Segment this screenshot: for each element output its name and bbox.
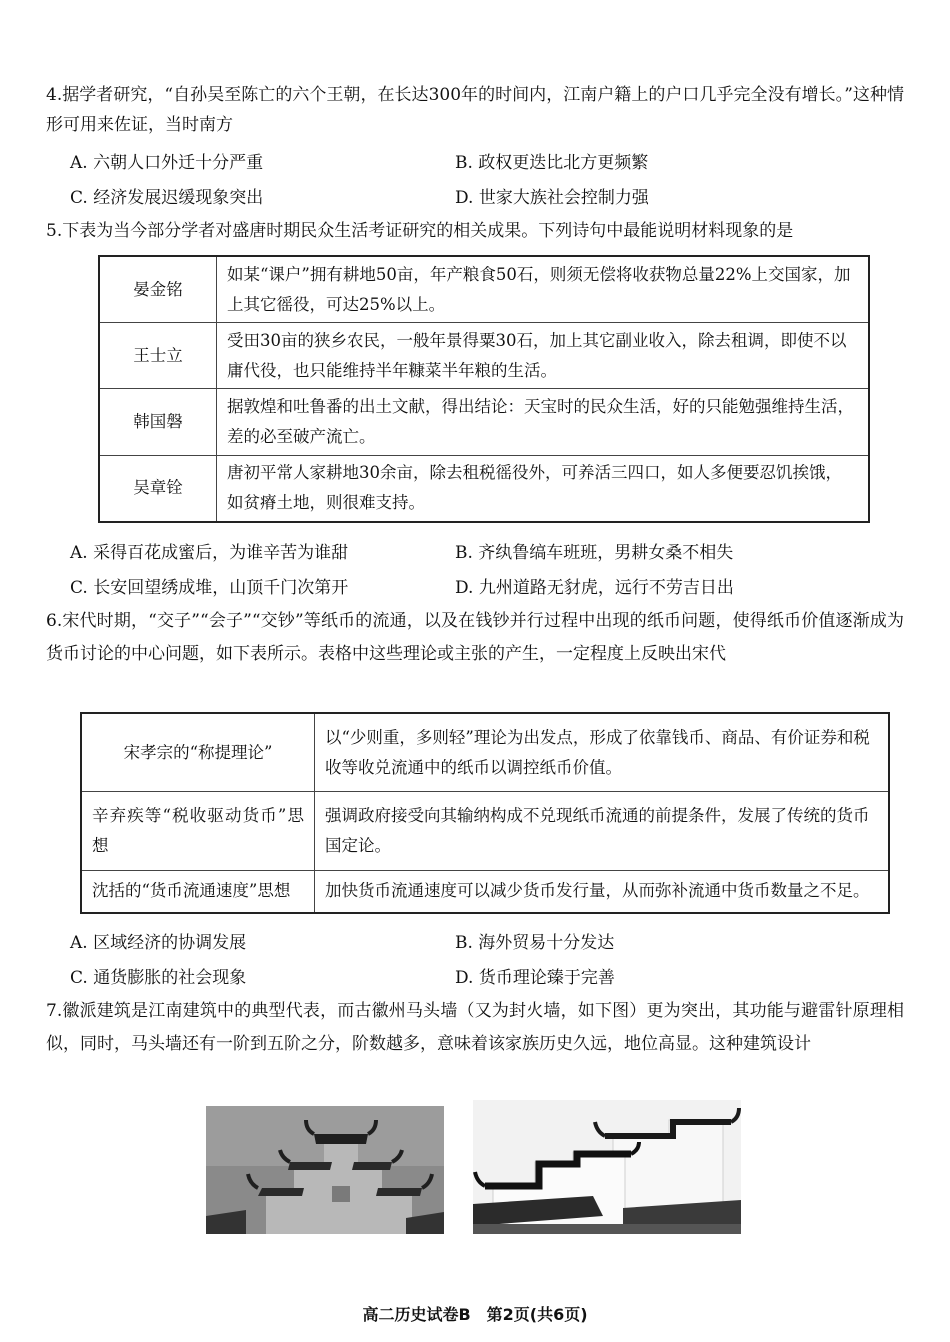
horse-head-wall-photo-1	[206, 1106, 444, 1234]
q5-option-c: C. 长安回望绣成堆，山顶千门次第开	[70, 578, 349, 598]
page-footer: 高二历史试卷B 第2页(共6页)	[362, 1305, 588, 1324]
q5-stem: 5.下表为当今部分学者对盛唐时期民众生活考证研究的相关成果。下列诗句中最能说明材料现象的是	[46, 221, 794, 241]
table-row	[99, 323, 869, 389]
q6-option-d: D. 货币理论臻于完善	[455, 968, 615, 988]
q5-scholar-finding: 据敦煌和吐鲁番的出土文献，得出结论：天宝时的民众生活，好的只能勉强维持生活，差的必至破产流亡。	[217, 389, 870, 455]
q7-stem: 7.徽派建筑是江南建筑中的典型代表，而古徽州马头墙（又为封火墙，如下图）更为突出，其功能与避雷针原理相似，同时，马头墙还有一阶到五阶之分，阶数越多，意味着该家族历史久远，地位高显。这种建筑设计	[46, 1001, 904, 1054]
q4-option-c: C. 经济发展迟缓现象突出	[70, 188, 264, 208]
horse-head-wall-illustration-2	[473, 1100, 741, 1234]
table-row	[99, 455, 869, 522]
table-row	[99, 389, 869, 455]
horse-head-wall-photo-2	[473, 1100, 741, 1234]
q6-theory-content: 强调政府接受向其输纳构成不兑现纸币流通的前提条件，发展了传统的货币国定论。	[315, 792, 890, 870]
q6-theory-content: 加快货币流通速度可以减少货币发行量，从而弥补流通中货币数量之不足。	[315, 870, 890, 913]
q5-scholar-name: 王士立	[99, 323, 217, 389]
q6-theory-name: 宋孝宗的“称提理论”	[81, 713, 315, 792]
q5-scholar-name: 吴章铨	[99, 455, 217, 522]
q6-option-c: C. 通货膨胀的社会现象	[70, 968, 247, 988]
q6-option-b: B. 海外贸易十分发达	[455, 933, 615, 953]
q5-option-b: B. 齐纨鲁缟车班班，男耕女桑不相失	[455, 543, 734, 563]
table-row	[81, 792, 889, 870]
q5-scholar-finding: 受田30亩的狭乡农民，一般年景得粟30石，加上其它副业收入，除去租调，即使不以庸代役，也只能维持半年糠菜半年粮的生活。	[217, 323, 870, 389]
q5-scholar-name: 晏金铭	[99, 256, 217, 323]
q6-theory-content: 以“少则重，多则轻”理论为出发点，形成了依靠钱币、商品、有价证券和税收等收兑流通中的纸币以调控纸币价值。	[315, 713, 890, 792]
q6-stem: 6.宋代时期，“交子”“会子”“交钞”等纸币的流通，以及在钱钞并行过程中出现的纸币问题，使得纸币价值逐渐成为货币讨论的中心问题，如下表所示。表格中这些理论或主张的产生，一定程度上反映出宋代	[46, 611, 904, 664]
q6-theory-name: 辛弃疾等“税收驱动货币”思想	[81, 792, 315, 870]
table-row	[99, 256, 869, 323]
q6-table	[80, 712, 890, 914]
horse-head-wall-illustration-1	[206, 1106, 444, 1234]
q4-option-b: B. 政权更迭比北方更频繁	[455, 153, 649, 173]
q5-scholar-name: 韩国磐	[99, 389, 217, 455]
q4-stem: 4.据学者研究，“自孙吴至陈亡的六个王朝，在长达300年的时间内，江南户籍上的户口几乎完全没有增长。”这种情形可用来佐证，当时南方	[46, 85, 904, 135]
q5-scholar-finding: 唐初平常人家耕地30余亩，除去租税徭役外，可养活三四口，如人多便要忍饥挨饿，如贫瘠土地，则很难支持。	[217, 455, 870, 522]
q4-option-d: D. 世家大族社会控制力强	[455, 188, 649, 208]
q4-option-a: A. 六朝人口外迁十分严重	[70, 153, 264, 173]
q5-option-a: A. 采得百花成蜜后，为谁辛苦为谁甜	[70, 543, 349, 563]
q5-option-d: D. 九州道路无豺虎，远行不劳吉日出	[455, 578, 734, 598]
table-row	[81, 870, 889, 913]
q6-theory-name: 沈括的“货币流通速度”思想	[81, 870, 315, 913]
table-row	[81, 713, 889, 792]
q5-scholar-finding: 如某“课户”拥有耕地50亩，年产粮食50石，则须无偿将收获物总量22%上交国家，加上其它徭役，可达25%以上。	[217, 256, 870, 323]
q5-table	[98, 255, 870, 523]
q6-option-a: A. 区域经济的协调发展	[70, 933, 247, 953]
